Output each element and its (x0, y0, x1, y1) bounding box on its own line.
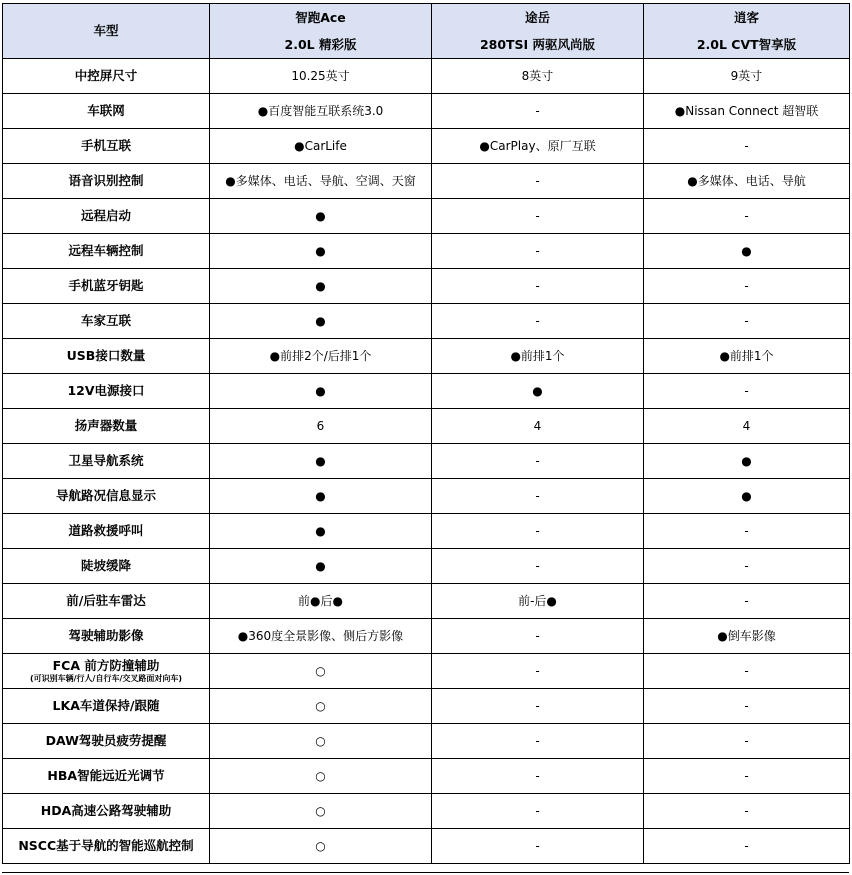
value-cell: ○ (210, 654, 432, 689)
model-trim: 280TSI 两驱风尚版 (479, 37, 596, 52)
row-label-cell: USB接口数量 (3, 339, 210, 374)
value-cell: - (644, 199, 850, 234)
value-cell: ● (210, 234, 432, 269)
table-row (3, 409, 850, 444)
value-cell: - (432, 199, 644, 234)
value-cell: ●Nissan Connect 超智联 (644, 94, 850, 129)
value-cell: ● (644, 444, 850, 479)
table-row (3, 94, 850, 129)
model-trim: 2.0L CVT智享版 (696, 37, 797, 52)
table-row (3, 654, 850, 689)
value-cell: 6 (210, 409, 432, 444)
row-label-cell (3, 654, 210, 689)
value-cell: ●倒车影像 (644, 619, 850, 654)
value-cell: - (432, 94, 644, 129)
value-cell: - (644, 129, 850, 164)
row-label-cell: 扬声器数量 (3, 409, 210, 444)
table-row (3, 549, 850, 584)
model-trim: 2.0L 精彩版 (284, 37, 357, 52)
value-cell: 8英寸 (432, 59, 644, 94)
value-cell: ● (644, 479, 850, 514)
row-label-cell: 语音识别控制 (3, 164, 210, 199)
value-cell: ●CarPlay、原厂互联 (432, 129, 644, 164)
value-cell: 10.25英寸 (210, 59, 432, 94)
value-cell: - (432, 514, 644, 549)
value-cell: - (644, 759, 850, 794)
table-row (3, 234, 850, 269)
value-cell: ● (210, 374, 432, 409)
table-row (3, 479, 850, 514)
row-label-cell: 卫星导航系统 (3, 444, 210, 479)
spec-comparison-table (2, 3, 850, 864)
header-label-cell: 车型 (3, 4, 210, 59)
value-cell: ● (210, 269, 432, 304)
table-row (3, 829, 850, 864)
value-cell: - (644, 514, 850, 549)
table-row (3, 514, 850, 549)
table-row (3, 689, 850, 724)
value-cell: - (432, 444, 644, 479)
table-row (3, 339, 850, 374)
row-label: FCA 前方防撞辅助 (52, 658, 160, 673)
table-row (3, 269, 850, 304)
value-cell: ● (210, 514, 432, 549)
value-cell: ○ (210, 794, 432, 829)
header-model-cell (210, 4, 432, 59)
value-cell: - (432, 304, 644, 339)
value-cell: - (644, 654, 850, 689)
value-cell: ●CarLife (210, 129, 432, 164)
header-model-cell (432, 4, 644, 59)
table-row (3, 164, 850, 199)
value-cell: ○ (210, 759, 432, 794)
value-cell: - (644, 269, 850, 304)
row-sublabel: (可识别车辆/行人/自行车/交叉路面对向车) (29, 674, 183, 683)
value-cell: ● (210, 304, 432, 339)
row-label-cell: 车家互联 (3, 304, 210, 339)
value-cell: ● (210, 549, 432, 584)
table-body (3, 59, 850, 864)
value-cell: - (644, 794, 850, 829)
value-cell: - (432, 479, 644, 514)
value-cell: 前-后● (432, 584, 644, 619)
value-cell: ●前排2个/后排1个 (210, 339, 432, 374)
row-label-cell: HDA高速公路驾驶辅助 (3, 794, 210, 829)
value-cell: ● (210, 199, 432, 234)
value-cell: - (432, 759, 644, 794)
row-label-cell: 12V电源接口 (3, 374, 210, 409)
table-row (3, 59, 850, 94)
row-label-cell: 远程启动 (3, 199, 210, 234)
row-label-cell: DAW驾驶员疲劳提醒 (3, 724, 210, 759)
value-cell: ● (432, 374, 644, 409)
value-cell: - (432, 724, 644, 759)
value-cell: - (644, 584, 850, 619)
row-label-cell: 中控屏尺寸 (3, 59, 210, 94)
row-label-cell: HBA智能远近光调节 (3, 759, 210, 794)
table-row (3, 444, 850, 479)
table-row (3, 129, 850, 164)
value-cell: ●多媒体、电话、导航 (644, 164, 850, 199)
row-label-cell: LKA车道保持/跟随 (3, 689, 210, 724)
value-cell: ●前排1个 (644, 339, 850, 374)
model-name: 途岳 (524, 10, 550, 25)
value-cell: - (644, 304, 850, 339)
row-label-cell: 手机蓝牙钥匙 (3, 269, 210, 304)
value-cell: 4 (432, 409, 644, 444)
value-cell: - (644, 829, 850, 864)
value-cell: - (432, 234, 644, 269)
value-cell: - (432, 549, 644, 584)
value-cell: ● (210, 444, 432, 479)
value-cell: ○ (210, 689, 432, 724)
value-cell: - (644, 689, 850, 724)
row-label-cell: 远程车辆控制 (3, 234, 210, 269)
table-bottom-border (2, 872, 849, 873)
value-cell: 9英寸 (644, 59, 850, 94)
value-cell: - (432, 164, 644, 199)
value-cell: - (432, 269, 644, 304)
row-label-cell: 陡坡缓降 (3, 549, 210, 584)
row-label-cell: NSCC基于导航的智能巡航控制 (3, 829, 210, 864)
value-cell: ● (210, 479, 432, 514)
table-row (3, 794, 850, 829)
table-row (3, 304, 850, 339)
row-label-cell: 驾驶辅助影像 (3, 619, 210, 654)
row-label-cell: 车联网 (3, 94, 210, 129)
table-row (3, 374, 850, 409)
value-cell: - (644, 549, 850, 584)
header-model-cell (644, 4, 850, 59)
value-cell: ● (644, 234, 850, 269)
header-row (3, 4, 850, 59)
row-label-cell: 导航路况信息显示 (3, 479, 210, 514)
row-label-cell: 道路救援呼叫 (3, 514, 210, 549)
value-cell: ●360度全景影像、侧后方影像 (210, 619, 432, 654)
model-name: 智跑Ace (295, 10, 346, 25)
model-name: 逍客 (733, 10, 759, 25)
row-label-cell: 手机互联 (3, 129, 210, 164)
value-cell: ●多媒体、电话、导航、空调、天窗 (210, 164, 432, 199)
value-cell: - (432, 829, 644, 864)
table-row (3, 199, 850, 234)
value-cell: - (432, 794, 644, 829)
value-cell: ○ (210, 724, 432, 759)
value-cell: 4 (644, 409, 850, 444)
value-cell: - (432, 654, 644, 689)
row-label-cell: 前/后驻车雷达 (3, 584, 210, 619)
value-cell: - (432, 619, 644, 654)
table-row (3, 584, 850, 619)
value-cell: - (644, 374, 850, 409)
table-row (3, 759, 850, 794)
table-row (3, 724, 850, 759)
value-cell: - (432, 689, 644, 724)
value-cell: - (644, 724, 850, 759)
value-cell: ●前排1个 (432, 339, 644, 374)
value-cell: ○ (210, 829, 432, 864)
table-row (3, 619, 850, 654)
value-cell: 前●后● (210, 584, 432, 619)
value-cell: ●百度智能互联系统3.0 (210, 94, 432, 129)
